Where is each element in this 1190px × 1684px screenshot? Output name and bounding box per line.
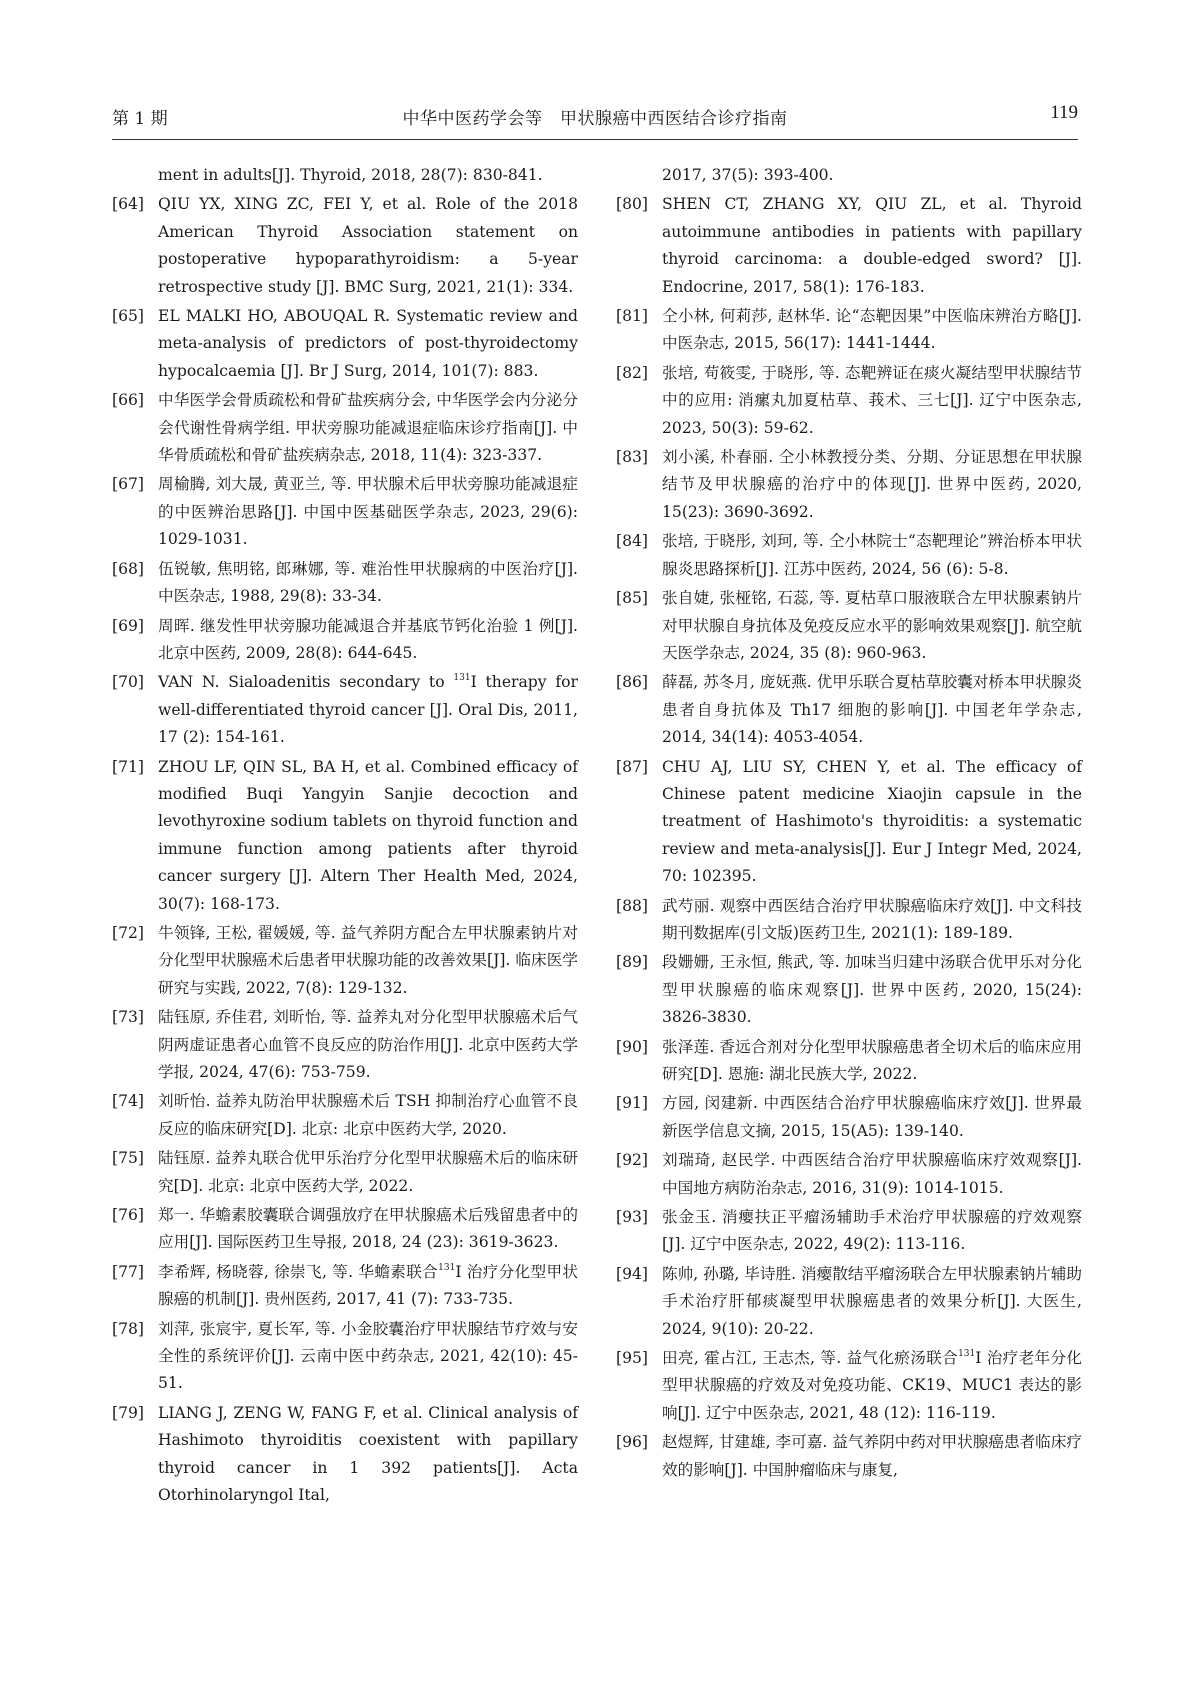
- reference-number: [70]: [112, 673, 145, 692]
- reference-text: 周榆腾, 刘大晟, 黄亚兰, 等. 甲状腺术后甲状旁腺功能减退症的中医辨治思路[J]. 中国中医基础医学杂志, 2023, 29(6): 1029-1031.: [158, 475, 578, 549]
- reference-text: 仝小林, 何莉莎, 赵林华. 论“态靶因果”中医临床辨治方略[J]. 中医杂志, 2015, 56(17): 1441-1444.: [662, 307, 1082, 353]
- reference-number: [80]: [616, 195, 649, 214]
- isotope-superscript: 131: [958, 1349, 976, 1360]
- reference-text: 陆钰原. 益养丸联合优甲乐治疗分化型甲状腺癌术后的临床研究[D]. 北京: 北京中医药大学, 2022.: [158, 1149, 578, 1195]
- reference-text: 赵煜辉, 甘建雄, 李可嘉. 益气养阴中药对甲状腺癌患者临床疗效的影响[J]. 中国肿瘤临床与康复,: [662, 1433, 1082, 1479]
- page-number: 119: [1050, 102, 1078, 123]
- reference-item: [112, 1145, 578, 1200]
- reference-item: [112, 754, 578, 918]
- reference-item: [616, 444, 1082, 526]
- reference-number: [95]: [616, 1349, 649, 1368]
- reference-item: [112, 669, 578, 751]
- reference-number: [77]: [112, 1262, 145, 1281]
- reference-text: 李希辉, 杨晓蓉, 徐崇飞, 等. 华蟾素联合: [158, 1262, 439, 1281]
- reference-number: [71]: [112, 757, 145, 776]
- reference-item: [616, 949, 1082, 1031]
- reference-text: SHEN CT, ZHANG XY, QIU ZL, et al. Thyroid autoimmune antibodies in patients with papillary thyroid carcinoma: a double-edged sword? [J]. Endocrine, 2017, 58(1): 176-183.: [662, 195, 1082, 296]
- reference-item: [112, 1400, 578, 1510]
- reference-item: [616, 1345, 1082, 1427]
- reference-text: 刘瑞琦, 赵民学. 中西医结合治疗甲状腺癌临床疗效观察[J]. 中国地方病防治杂志, 2016, 31(9): 1014-1015.: [662, 1151, 1082, 1197]
- reference-text: VAN N. Sialoadenitis secondary to: [158, 673, 454, 692]
- reference-item: [616, 1147, 1082, 1202]
- reference-item: [616, 585, 1082, 667]
- reference-item: [616, 528, 1082, 583]
- reference-text: 武芍丽. 观察中西医结合治疗甲状腺癌临床疗效[J]. 中文科技期刊数据库(引文版)医药卫生, 2021(1): 189-189.: [662, 896, 1082, 942]
- reference-number: [73]: [112, 1008, 145, 1027]
- reference-item: [616, 754, 1082, 891]
- reference-text: 田亮, 霍占江, 王志杰, 等. 益气化瘀汤联合: [662, 1349, 959, 1368]
- reference-text: 张培, 于晓彤, 刘珂, 等. 仝小林院士“态靶理论”辨治桥本甲状腺炎思路探析[J]. 江苏中医药, 2024, 56 (6): 5-8.: [662, 532, 1082, 578]
- continued-reference-text: ment in adults[J]. Thyroid, 2018, 28(7): 830-841.: [158, 166, 543, 184]
- reference-text: I 治疗分化型甲状腺癌的机制[J]. 贵州医药, 2017, 41 (7): 733-735.: [158, 1262, 579, 1309]
- reference-item: [112, 387, 578, 469]
- reference-item: [616, 303, 1082, 358]
- reference-number: [69]: [112, 616, 145, 635]
- running-header: [112, 104, 1078, 134]
- reference-text: I 治疗老年分化型甲状腺癌的疗效及对免疫功能、CK19、MUC1 表达的影响[J]. 辽宁中医杂志, 2021, 48 (12): 116-119.: [662, 1349, 1082, 1422]
- left-column: [112, 162, 578, 1512]
- reference-text: 张泽莲. 香远合剂对分化型甲状腺癌患者全切术后的临床应用研究[D]. 恩施: 湖北民族大学, 2022.: [662, 1037, 1082, 1083]
- reference-item: [112, 303, 578, 385]
- reference-text: 刘小溪, 朴春丽. 仝小林教授分类、分期、分证思想在甲状腺结节及甲状腺癌的治疗中的体现[J]. 世界中医药, 2020, 15(23): 3690-3692.: [662, 448, 1082, 521]
- reference-text: 陆钰原, 乔佳君, 刘昕怡, 等. 益养丸对分化型甲状腺癌术后气阴两虚证患者心血管不良反应的防治作用[J]. 北京中医药大学学报, 2024, 47(6): 753-759.: [158, 1008, 578, 1081]
- reference-text: 张培, 苟筱雯, 于晓彤, 等. 态靶辨证在痰火凝结型甲状腺结节中的应用: 消瘰丸加夏枯草、莪术、三七[J]. 辽宁中医杂志, 2023, 50(3): 59-62.: [662, 363, 1082, 437]
- reference-text: 中华医学会骨质疏松和骨矿盐疾病分会, 中华医学会内分泌分会代谢性骨病学组. 甲状旁腺功能减退症临床诊疗指南[J]. 中华骨质疏松和骨矿盐疾病杂志, 2018, 11(4): 323-337.: [158, 391, 578, 465]
- header-rule: [112, 139, 1078, 140]
- reference-text: 刘昕怡. 益养丸防治甲状腺癌术后 TSH 抑制治疗心血管不良反应的临床研究[D]. 北京: 北京中医药大学, 2020.: [158, 1092, 578, 1138]
- reference-number: [90]: [616, 1037, 649, 1056]
- reference-item: [112, 1316, 578, 1398]
- reference-text: 薛磊, 苏冬月, 庞妩燕. 优甲乐联合夏枯草胶囊对桥本甲状腺炎患者自身抗体及 Th17 细胞的影响[J]. 中国老年学杂志, 2014, 34(14): 4053-4054.: [662, 673, 1082, 747]
- reference-number: [67]: [112, 475, 145, 494]
- reference-item: [616, 360, 1082, 442]
- reference-item: [112, 1004, 578, 1086]
- reference-text: EL MALKI HO, ABOUQAL R. Systematic review and meta-analysis of predictors of post-thyroidectomy hypocalcaemia [J]. Br J Surg, 2014, 101(7): 883.: [158, 307, 578, 380]
- right-column: [616, 162, 1082, 1486]
- reference-number: [66]: [112, 391, 145, 410]
- reference-number: [87]: [616, 757, 649, 776]
- reference-number: [84]: [616, 532, 649, 551]
- isotope-superscript: 131: [453, 673, 471, 684]
- reference-item: [616, 1034, 1082, 1089]
- issue-label: 第 1 期: [112, 109, 168, 129]
- reference-text: CHU AJ, LIU SY, CHEN Y, et al. The efficacy of Chinese patent medicine Xiaojin capsule in the treatment of Hashimoto's thyroiditis: a systematic review and meta-analysis[J]. Eur J Integr Med, 2024, 70: 102395.: [662, 757, 1082, 886]
- reference-text: 郑一. 华蟾素胶囊联合调强放疗在甲状腺癌术后残留患者中的应用[J]. 国际医药卫生导报, 2018, 24 (23): 3619-3623.: [158, 1206, 578, 1252]
- continued-reference-text: 2017, 37(5): 393-400.: [662, 166, 834, 184]
- reference-text: LIANG J, ZENG W, FANG F, et al. Clinical analysis of Hashimoto thyroiditis coexistent with papillary thyroid cancer in 1 392 patients[J]. Acta Otorhinolaryngol Ital,: [158, 1403, 578, 1505]
- reference-item: [616, 893, 1082, 948]
- running-title: 中华中医药学会等 甲状腺癌中西医结合诊疗指南: [402, 109, 788, 129]
- reference-number: [91]: [616, 1094, 649, 1113]
- reference-text: 刘萍, 张宸宇, 夏长军, 等. 小金胶囊治疗甲状腺结节疗效与安全性的系统评价[J]. 云南中医中药杂志, 2021, 42(10): 45-51.: [158, 1319, 578, 1393]
- reference-item: [112, 1202, 578, 1257]
- reference-number: [89]: [616, 953, 649, 972]
- reference-number: [72]: [112, 923, 145, 942]
- reference-number: [64]: [112, 195, 145, 214]
- reference-text: 牛领锋, 王松, 翟媛媛, 等. 益气养阴方配合左甲状腺素钠片对分化型甲状腺癌术后患者甲状腺功能的改善效果[J]. 临床医学研究与实践, 2022, 7(8): 129-132.: [158, 923, 578, 997]
- reference-number: [88]: [616, 896, 649, 915]
- reference-text: 伍锐敏, 焦明铭, 郎琳娜, 等. 难治性甲状腺病的中医治疗[J]. 中医杂志, 1988, 29(8): 33-34.: [158, 559, 578, 606]
- reference-item: [616, 669, 1082, 751]
- reference-text: 陈帅, 孙璐, 毕诗胜. 消瘿散结平瘤汤联合左甲状腺素钠片辅助手术治疗肝郁痰凝型甲状腺癌患者的效果分析[J]. 大医生, 2024, 9(10): 20-22.: [662, 1264, 1082, 1338]
- reference-item: [616, 191, 1082, 301]
- reference-item: [616, 1429, 1082, 1484]
- reference-number: [79]: [112, 1403, 145, 1422]
- reference-number: [85]: [616, 589, 649, 608]
- reference-text: QIU YX, XING ZC, FEI Y, et al. Role of the 2018 American Thyroid Association statement on postoperative hypoparathyroidism: a 5-year retrospective study [J]. BMC Surg, 2021, 21(1): 334.: [158, 195, 578, 296]
- reference-item: [112, 1259, 578, 1314]
- reference-item: [112, 613, 578, 668]
- reference-number: [94]: [616, 1264, 649, 1283]
- reference-item: [616, 1204, 1082, 1259]
- reference-number: [83]: [616, 448, 649, 467]
- isotope-superscript: 131: [438, 1262, 456, 1273]
- reference-item: [616, 1090, 1082, 1145]
- reference-item: [112, 920, 578, 1002]
- reference-number: [65]: [112, 307, 145, 326]
- reference-item: [112, 556, 578, 611]
- reference-item: [616, 1261, 1082, 1343]
- reference-number: [86]: [616, 673, 649, 692]
- reference-text: 周晖. 继发性甲状旁腺功能减退合并基底节钙化治验 1 例[J]. 北京中医药, 2009, 28(8): 644-645.: [158, 616, 578, 662]
- reference-number: [75]: [112, 1149, 145, 1168]
- reference-text: 段姗姗, 王永恒, 熊武, 等. 加味当归建中汤联合优甲乐对分化型甲状腺癌的临床观察[J]. 世界中医药, 2020, 15(24): 3826-3830.: [662, 953, 1082, 1027]
- reference-text: ZHOU LF, QIN SL, BA H, et al. Combined efficacy of modified Buqi Yangyin Sanjie decoction and levothyroxine sodium tablets on thyroid function and immune function among patients after thyroid cancer surgery [J]. Altern Ther Health Med, 2024, 30(7): 168-173.: [158, 757, 578, 913]
- reference-number: [76]: [112, 1206, 145, 1225]
- reference-item: [112, 1088, 578, 1143]
- reference-number: [92]: [616, 1151, 649, 1170]
- reference-number: [82]: [616, 363, 649, 382]
- reference-text: 张金玉. 消瘿扶正平瘤汤辅助手术治疗甲状腺癌的疗效观察[J]. 辽宁中医杂志, 2022, 49(2): 113-116.: [662, 1208, 1082, 1254]
- reference-number: [78]: [112, 1319, 145, 1338]
- reference-number: [68]: [112, 559, 145, 578]
- reference-item: [112, 191, 578, 301]
- reference-text: 张自婕, 张桠铭, 石蕊, 等. 夏枯草口服液联合左甲状腺素钠片对甲状腺自身抗体及免疫反应水平的影响效果观察[J]. 航空航天医学杂志, 2024, 35 (8): 960-963.: [662, 589, 1082, 662]
- reference-number: [93]: [616, 1208, 649, 1227]
- reference-item: [112, 471, 578, 553]
- reference-number: [74]: [112, 1092, 145, 1111]
- reference-text: I therapy for well-differentiated thyroid cancer [J]. Oral Dis, 2011, 17 (2): 154-161.: [158, 673, 578, 747]
- reference-text: 方园, 闵建新. 中西医结合治疗甲状腺癌临床疗效[J]. 世界最新医学信息文摘, 2015, 15(A5): 139-140.: [662, 1094, 1082, 1140]
- reference-number: [81]: [616, 307, 649, 326]
- reference-number: [96]: [616, 1433, 649, 1452]
